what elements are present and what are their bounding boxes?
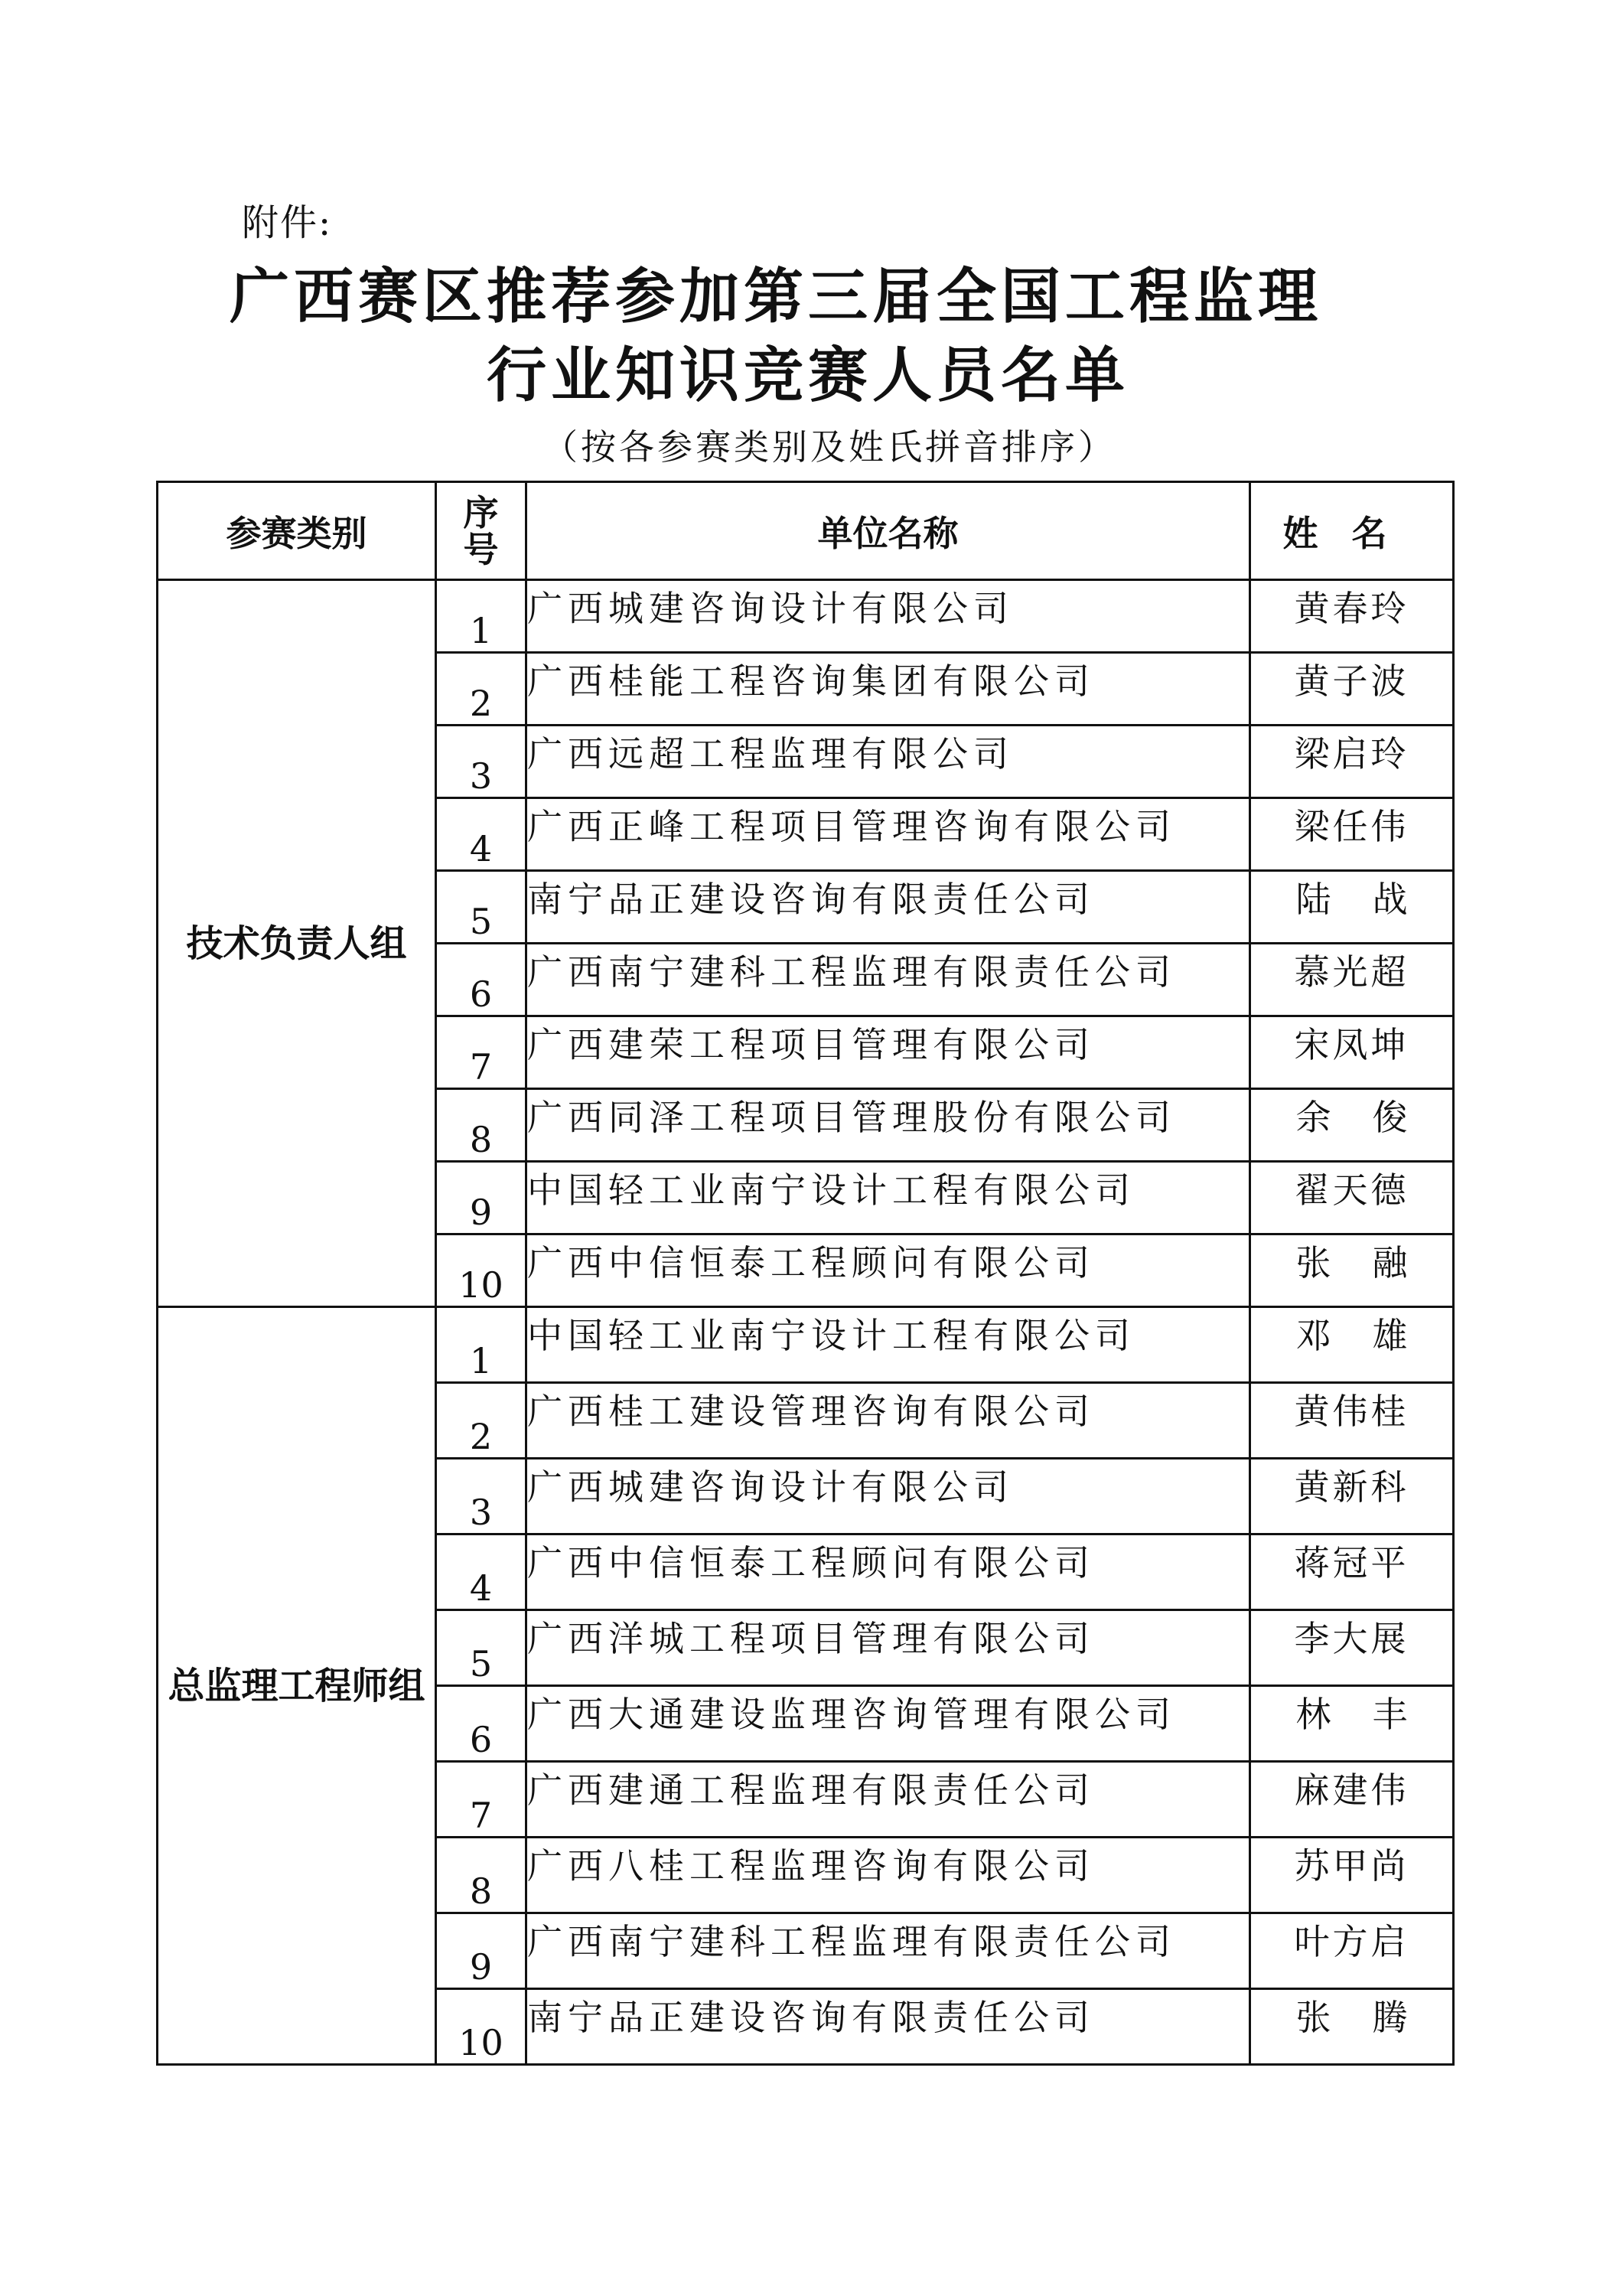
company-name: 广西南宁建科工程监理有限责任公司 bbox=[526, 1913, 1250, 1989]
row-number: 6 bbox=[436, 1686, 526, 1762]
company-name: 广西远超工程监理有限公司 bbox=[526, 726, 1250, 798]
header-name: 姓名 bbox=[1250, 482, 1454, 580]
row-number: 2 bbox=[436, 653, 526, 726]
header-company: 单位名称 bbox=[526, 482, 1250, 580]
person-name: 余俊 bbox=[1250, 1089, 1454, 1162]
row-number: 5 bbox=[436, 1610, 526, 1686]
row-number: 10 bbox=[436, 1234, 526, 1307]
company-name: 中国轻工业南宁设计工程有限公司 bbox=[526, 1162, 1250, 1234]
category-cell: 总监理工程师组 bbox=[158, 1307, 436, 2065]
company-name: 广西南宁建科工程监理有限责任公司 bbox=[526, 944, 1250, 1016]
company-name: 广西正峰工程项目管理咨询有限公司 bbox=[526, 798, 1250, 871]
category-cell: 技术负责人组 bbox=[158, 580, 436, 1307]
person-name: 张融 bbox=[1250, 1234, 1454, 1307]
person-name: 蒋冠平 bbox=[1250, 1534, 1454, 1610]
person-name: 黄伟桂 bbox=[1250, 1383, 1454, 1459]
header-seq-top: 序 bbox=[463, 491, 499, 533]
row-number: 7 bbox=[436, 1016, 526, 1089]
row-number: 10 bbox=[436, 1989, 526, 2065]
row-number: 4 bbox=[436, 798, 526, 871]
row-number: 2 bbox=[436, 1383, 526, 1459]
person-name: 麻建伟 bbox=[1250, 1762, 1454, 1838]
row-number: 8 bbox=[436, 1838, 526, 1913]
person-name: 慕光超 bbox=[1250, 944, 1454, 1016]
company-name: 广西城建咨询设计有限公司 bbox=[526, 1459, 1250, 1534]
row-number: 6 bbox=[436, 944, 526, 1016]
company-name: 广西桂能工程咨询集团有限公司 bbox=[526, 653, 1250, 726]
company-name: 南宁品正建设咨询有限责任公司 bbox=[526, 871, 1250, 944]
person-name: 黄子波 bbox=[1250, 653, 1454, 726]
table-row bbox=[158, 580, 1454, 653]
company-name: 广西洋城工程项目管理有限公司 bbox=[526, 1610, 1250, 1686]
company-name: 广西建通工程监理有限责任公司 bbox=[526, 1762, 1250, 1838]
header-seq bbox=[436, 482, 526, 580]
row-number: 9 bbox=[436, 1162, 526, 1234]
header-seq-bottom: 号 bbox=[463, 528, 499, 570]
document-subtitle: （按各参赛类别及姓氏拼音排序） bbox=[542, 426, 1116, 468]
company-name: 广西中信恒泰工程顾问有限公司 bbox=[526, 1234, 1250, 1307]
person-name: 陆战 bbox=[1250, 871, 1454, 944]
person-name: 李大展 bbox=[1250, 1610, 1454, 1686]
row-number: 7 bbox=[436, 1762, 526, 1838]
attachment-label: 附件: bbox=[242, 201, 333, 244]
document-title-line-2: 行业知识竞赛人员名单 bbox=[486, 341, 1129, 410]
table-row bbox=[158, 1307, 1454, 1383]
company-name: 广西中信恒泰工程顾问有限公司 bbox=[526, 1534, 1250, 1610]
person-name: 宋凤坤 bbox=[1250, 1016, 1454, 1089]
person-name: 叶方启 bbox=[1250, 1913, 1454, 1989]
document-title-line-1: 广西赛区推荐参加第三届全国工程监理 bbox=[229, 263, 1322, 331]
person-name: 梁启玲 bbox=[1250, 726, 1454, 798]
person-name: 张腾 bbox=[1250, 1989, 1454, 2065]
person-name: 苏甲尚 bbox=[1250, 1838, 1454, 1913]
row-number: 3 bbox=[436, 1459, 526, 1534]
person-name: 邓雄 bbox=[1250, 1307, 1454, 1383]
person-name: 黄新科 bbox=[1250, 1459, 1454, 1534]
company-name: 广西城建咨询设计有限公司 bbox=[526, 580, 1250, 653]
header-category: 参赛类别 bbox=[158, 482, 436, 580]
row-number: 1 bbox=[436, 1307, 526, 1383]
row-number: 1 bbox=[436, 580, 526, 653]
company-name: 广西八桂工程监理咨询有限公司 bbox=[526, 1838, 1250, 1913]
row-number: 9 bbox=[436, 1913, 526, 1989]
company-name: 南宁品正建设咨询有限责任公司 bbox=[526, 1989, 1250, 2065]
company-name: 广西建荣工程项目管理有限公司 bbox=[526, 1016, 1250, 1089]
person-name: 梁任伟 bbox=[1250, 798, 1454, 871]
company-name: 广西桂工建设管理咨询有限公司 bbox=[526, 1383, 1250, 1459]
row-number: 8 bbox=[436, 1089, 526, 1162]
person-name: 黄春玲 bbox=[1250, 580, 1454, 653]
table-header-row bbox=[158, 482, 1454, 580]
participant-table bbox=[156, 481, 1455, 2066]
person-name: 翟天德 bbox=[1250, 1162, 1454, 1234]
row-number: 3 bbox=[436, 726, 526, 798]
company-name: 广西同泽工程项目管理股份有限公司 bbox=[526, 1089, 1250, 1162]
company-name: 中国轻工业南宁设计工程有限公司 bbox=[526, 1307, 1250, 1383]
person-name: 林丰 bbox=[1250, 1686, 1454, 1762]
row-number: 5 bbox=[436, 871, 526, 944]
company-name: 广西大通建设监理咨询管理有限公司 bbox=[526, 1686, 1250, 1762]
row-number: 4 bbox=[436, 1534, 526, 1610]
